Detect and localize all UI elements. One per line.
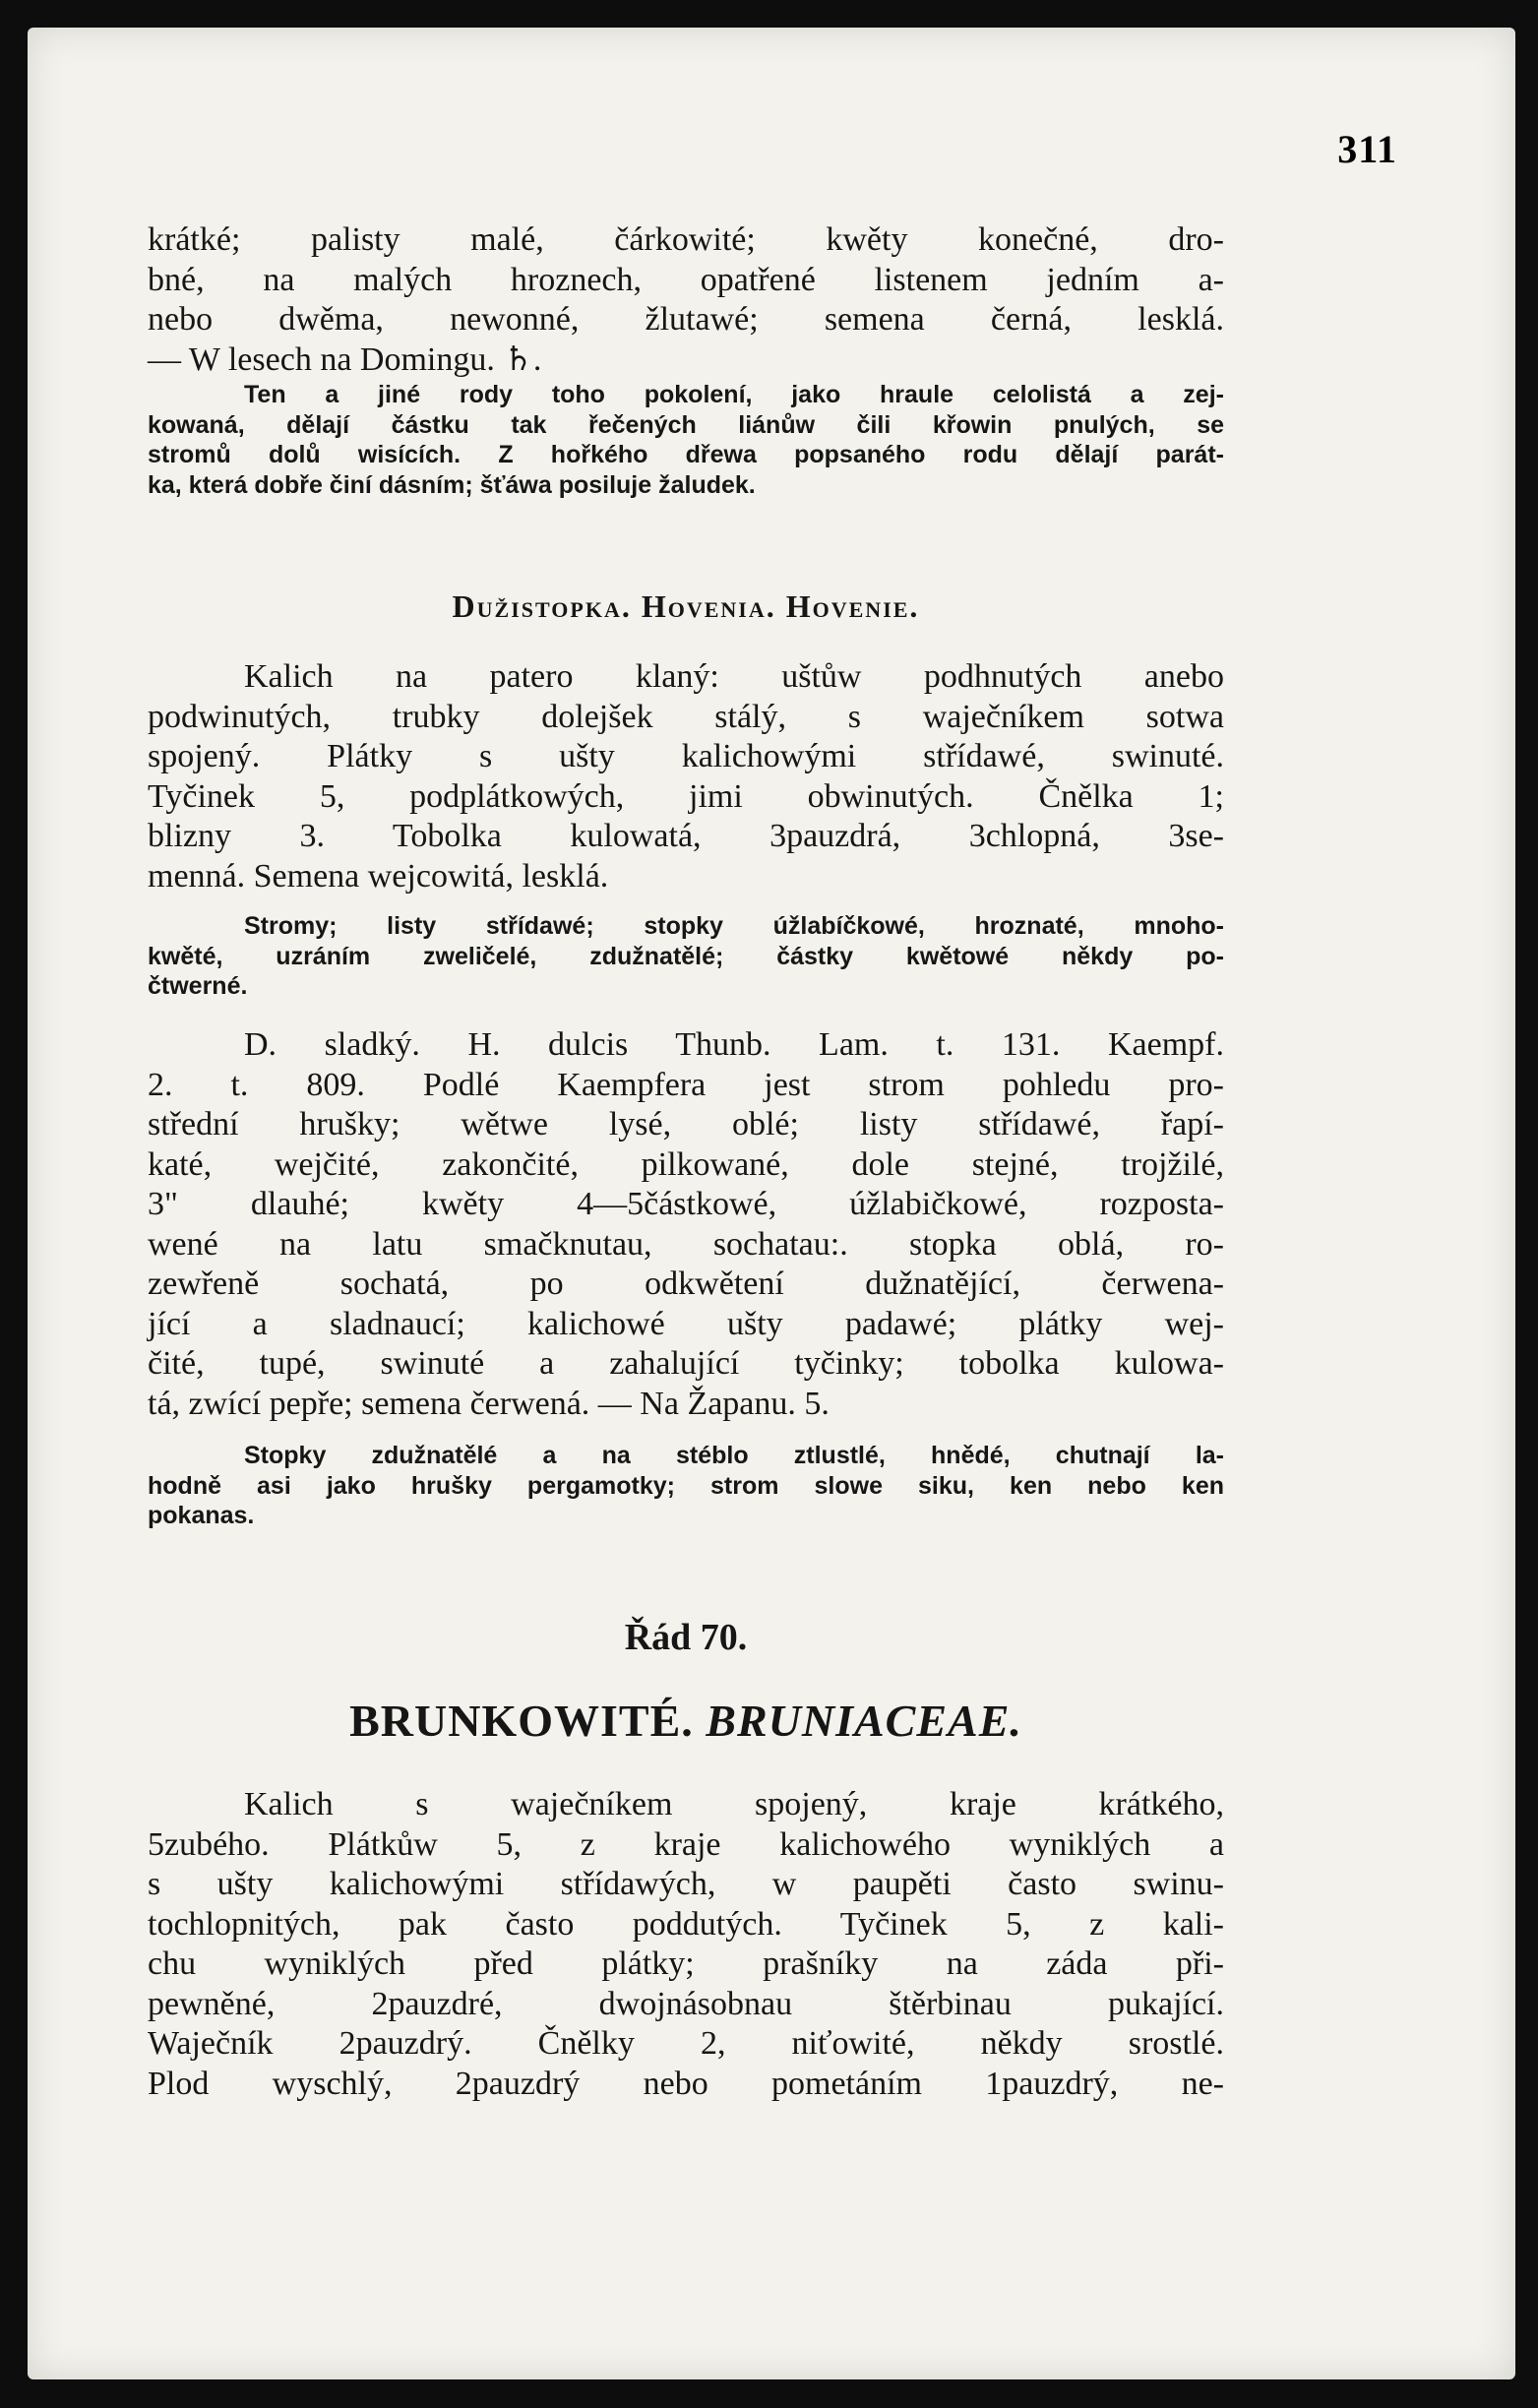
family-description <box>148 1785 1224 2104</box>
text-line: 5zubého. Plátkůw 5, z kraje kalichowého wyniklých a <box>148 1825 1224 1863</box>
text-line: Waječník 2pauzdrý. Čnělky 2, niťowité, někdy srostlé. <box>148 2025 1224 2062</box>
book-page <box>28 28 1515 2379</box>
text-line: krátké; palisty malé, čárkowité; kwěty konečné, dro- <box>148 221 1224 258</box>
family-heading <box>148 1695 1224 1747</box>
text-line: — W lesech na Domingu. ♄. <box>148 340 542 378</box>
text-line: wené na latu smačknutau, sochatau:. stopka oblá, ro- <box>148 1225 1224 1263</box>
text-line: zewřeně sochatá, po odkwětení dužnatějící, čerwena- <box>148 1266 1224 1302</box>
text-line: tochlopnitých, pak často poddutých. Tyčinek 5, z kali- <box>148 1905 1224 1943</box>
note-line: kwěté, uzráním zweličelé, zdužnatělé; částky kwětowé někdy po- <box>148 942 1224 970</box>
note-line: Stopky zdužnatělé a na stéblo ztlustlé, hnědé, chutnají la- <box>244 1442 1224 1469</box>
note-line: Stromy; listy střídawé; stopky úžlabíčkowé, hroznaté, mnoho- <box>244 912 1224 940</box>
text-line: střední hrušky; wětwe lysé, oblé; listy střídawé, řapí- <box>148 1106 1224 1142</box>
note-line: hodně asi jako hrušky pergamotky; strom slowe siku, ken nebo ken <box>148 1471 1224 1500</box>
note-line: Ten a jiné rody toho pokolení, jako hraule celolistá a zej- <box>244 381 1224 408</box>
page-number: 311 <box>1337 127 1397 171</box>
text-line: s ušty kalichowými střídawých, w paupěti často swinu- <box>148 1866 1224 1902</box>
text-line: spojený. Plátky s ušty kalichowými střídawé, swinuté. <box>148 738 1224 774</box>
note-line: ka, která dobře činí dásním; šťáwa posiluje žaludek. <box>148 470 756 499</box>
text-line: menná. Semena wejcowitá, lesklá. <box>148 857 609 895</box>
family-heading-latin: BRUNIACEAE. <box>706 1696 1022 1746</box>
text-line: Plod wyschlý, 2pauzdrý nebo pometáním 1pauzdrý, ne- <box>148 2065 1224 2102</box>
note-paragraph-3 <box>148 1441 1224 1531</box>
intro-paragraph <box>148 220 1224 380</box>
note-line: stromů dolů wisících. Z hořkého dřewa popsaného rodu dělají parát- <box>148 441 1224 468</box>
text-line: katé, wejčité, zakončité, pilkowané, dole stejné, trojžilé, <box>148 1145 1224 1183</box>
text-line: podwinutých, trubky dolejšek stálý, s waječníkem sotwa <box>148 698 1224 735</box>
text-line: blizny 3. Tobolka kulowatá, 3pauzdrá, 3chlopná, 3se- <box>148 818 1224 854</box>
note-paragraph-2 <box>148 911 1224 1002</box>
genus-description <box>148 657 1224 896</box>
text-line: čité, tupé, swinuté a zahalující tyčinky; tobolka kulowa- <box>148 1345 1224 1382</box>
text-line: bné, na malých hroznech, opatřené listenem jedním a- <box>148 261 1224 298</box>
text-line: jící a sladnaucí; kalichowé ušty padawé; plátky wej- <box>148 1305 1224 1342</box>
species-description <box>148 1025 1224 1424</box>
genus-heading: Dužistopka. Hovenia. Hovenie. <box>452 588 920 624</box>
text-line: nebo dwěma, newonné, žlutawé; semena černá, lesklá. <box>148 301 1224 338</box>
text-line: Tyčinek 5, podplátkowých, jimi obwinutých. Čnělka 1; <box>148 777 1224 815</box>
note-line: kowaná, dělají částku tak řečených liánůw čili křowin pnulých, se <box>148 410 1224 439</box>
text-line: D. sladký. H. dulcis Thunb. Lam. t. 131. Kaempf. <box>244 1026 1224 1063</box>
text-line: 2. t. 809. Podlé Kaempfera jest strom pohledu pro- <box>148 1066 1224 1103</box>
note-paragraph-1 <box>148 380 1224 500</box>
text-line: tá, zwící pepře; semena čerwená. — Na Žapanu. 5. <box>148 1385 830 1422</box>
order-number: Řád 70. <box>624 1617 748 1658</box>
text-line: pewněné, 2pauzdré, dwojnásobnau štěrbinau pukající. <box>148 1985 1224 2022</box>
text-line: 3" dlauhé; kwěty 4—5částkowé, úžlabičkowé, rozposta- <box>148 1186 1224 1222</box>
text-line: chu wyniklých před plátky; prašníky na záda při- <box>148 1945 1224 1982</box>
note-line: pokanas. <box>148 1502 255 1529</box>
text-line: Kalich na patero klaný: uštůw podhnutých anebo <box>244 658 1224 695</box>
family-heading-czech: BRUNKOWITÉ. <box>349 1696 694 1746</box>
note-line: čtwerné. <box>148 972 248 1000</box>
text-line: Kalich s waječníkem spojený, kraje krátkého, <box>244 1786 1224 1822</box>
